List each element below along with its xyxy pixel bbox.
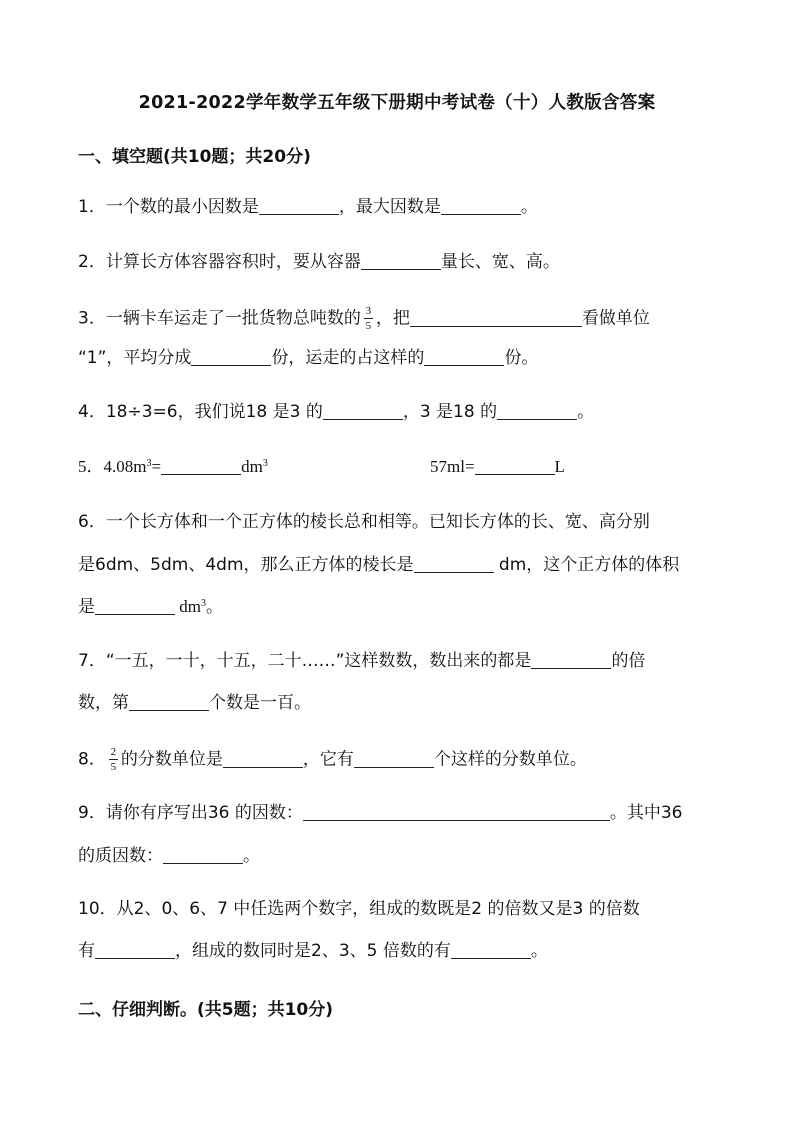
q9-text-2b: 。: [243, 846, 260, 866]
q3-text-b: ，把: [375, 308, 410, 329]
question-2: [78, 251, 560, 273]
q1-text-b: ，最大因数是: [338, 197, 441, 217]
q7-text-2b: 个数是一百。: [209, 693, 311, 713]
question-10-line-1: [78, 898, 640, 920]
q7-text-1b: 的倍: [611, 651, 646, 671]
question-4: [78, 401, 594, 423]
q3-fraction-bar: [364, 318, 373, 319]
q6-line-1: 6．一个长方体和一个正方体的棱长总和相等。已知长方体的长、宽、高分别: [78, 512, 650, 532]
q10-blank-2[interactable]: [451, 941, 531, 959]
q1-text-a: 1．一个数的最小因数是: [78, 197, 259, 217]
q10-text-2a: 有: [78, 941, 95, 961]
q10-blank-1[interactable]: [95, 941, 175, 959]
q9-blank-1[interactable]: [303, 803, 610, 821]
q3-fraction: [364, 305, 373, 332]
question-5: [78, 456, 268, 478]
q8-text-a: 8．: [78, 749, 106, 770]
q8-blank-1[interactable]: [223, 750, 303, 768]
q7-text-1a: 7．“一五，一十，十五，二十……”这样数数，数出来的都是: [78, 651, 532, 671]
q8-text-d: 个这样的分数单位。: [433, 749, 587, 770]
question-7-line-2: [78, 692, 311, 714]
q8-fraction-numerator: 2: [110, 746, 117, 758]
q5-blank-1[interactable]: [161, 457, 241, 475]
q1-blank-2[interactable]: [441, 197, 521, 215]
q5-sup-2: 3: [262, 458, 268, 469]
q4-blank-2[interactable]: [497, 402, 577, 420]
q3-text-e: 份，运走的占这样的: [271, 348, 425, 368]
q5-text-a: 5．4.08m: [78, 457, 147, 476]
q3-blank-2[interactable]: [191, 348, 271, 366]
question-10-line-2: [78, 940, 548, 962]
q2-text-b: 量长、宽、高。: [440, 252, 560, 272]
q6-text-2a: 是6dm、5dm、4dm，那么正方体的棱长是: [78, 555, 414, 575]
q3-text-a: 3．一辆卡车运走了一批货物总吨数的: [78, 308, 361, 329]
q6-sup: 3: [200, 598, 206, 609]
question-6-line-3: [78, 596, 223, 618]
q5-text-c: dm: [241, 457, 263, 476]
q6-text-3a: 是: [78, 597, 95, 617]
q9-text-1b: 。其中36: [609, 803, 683, 823]
q5-text-b: =: [151, 457, 162, 476]
q4-text-c: 。: [577, 402, 595, 422]
q4-blank-1[interactable]: [323, 402, 403, 420]
q3-fraction-denominator: 5: [365, 320, 372, 332]
q10-text-2b: ，组成的数同时是2、3、5 倍数的有: [175, 941, 451, 961]
q7-blank-1[interactable]: [531, 651, 611, 669]
question-1: [78, 196, 538, 218]
q1-blank-1[interactable]: [259, 197, 339, 215]
q4-text-a: 4．18÷3=6，我们说18 是3 的: [78, 402, 323, 422]
question-7-line-1: [78, 650, 645, 672]
q6-text-3c: 。: [205, 597, 223, 617]
q9-blank-2[interactable]: [163, 846, 243, 864]
q5-text-d: 57ml=: [430, 457, 475, 476]
q9-text-2a: 的质因数：: [78, 846, 163, 866]
document-title: 2021-2022学年数学五年级下册期中考试卷（十）人教版含答案: [138, 93, 656, 113]
q6-blank-2[interactable]: [95, 597, 175, 615]
q6-text-3b: dm: [175, 597, 201, 616]
q8-text-b: 的分数单位是: [120, 749, 223, 770]
q8-fraction: [109, 746, 118, 773]
question-9-line-1: [78, 802, 683, 824]
question-6-line-1: [78, 511, 650, 533]
question-5-part-2: [430, 456, 565, 478]
q8-fraction-denominator: 5: [110, 761, 117, 773]
q3-text-d: “1”，平均分成: [78, 348, 192, 368]
section-2-heading: 二、仔细判断。(共5题；共10分): [78, 1000, 334, 1020]
q6-blank-1[interactable]: [414, 555, 494, 573]
q10-line-1: 10．从2、0、6、7 中任选两个数字，组成的数既是2 的倍数又是3 的倍数: [78, 899, 640, 919]
q10-text-2c: 。: [530, 941, 548, 961]
q2-text-a: 2．计算长方体容器容积时，要从容器: [78, 252, 361, 272]
q8-blank-2[interactable]: [354, 750, 434, 768]
q7-blank-2[interactable]: [129, 693, 209, 711]
q3-text-c: 看做单位: [581, 308, 650, 329]
question-8: [78, 746, 587, 773]
q8-fraction-bar: [109, 759, 118, 760]
q5-sup-1: 3: [146, 458, 152, 469]
question-3-line-1: [78, 305, 650, 332]
q3-text-f: 份。: [504, 348, 539, 368]
q7-text-2a: 数，第: [78, 693, 129, 713]
q2-blank-1[interactable]: [361, 252, 441, 270]
q1-text-c: 。: [520, 197, 538, 217]
q5-text-e: L: [554, 457, 565, 476]
section-1-heading: 一、填空题(共10题；共20分): [78, 147, 311, 167]
q8-text-c: ，它有: [302, 749, 354, 770]
q9-text-1a: 9．请你有序写出36 的因数：: [78, 803, 303, 823]
question-6-line-2: [78, 554, 679, 576]
q3-blank-3[interactable]: [424, 348, 504, 366]
q6-text-2b: dm，这个正方体的体积: [493, 555, 680, 575]
question-9-line-2: [78, 845, 260, 867]
question-3-line-2: [78, 347, 538, 369]
q3-fraction-numerator: 3: [365, 305, 372, 317]
q4-text-b: ，3 是18 的: [402, 402, 498, 422]
q3-blank-1[interactable]: [410, 309, 582, 327]
q5-blank-2[interactable]: [475, 457, 555, 475]
